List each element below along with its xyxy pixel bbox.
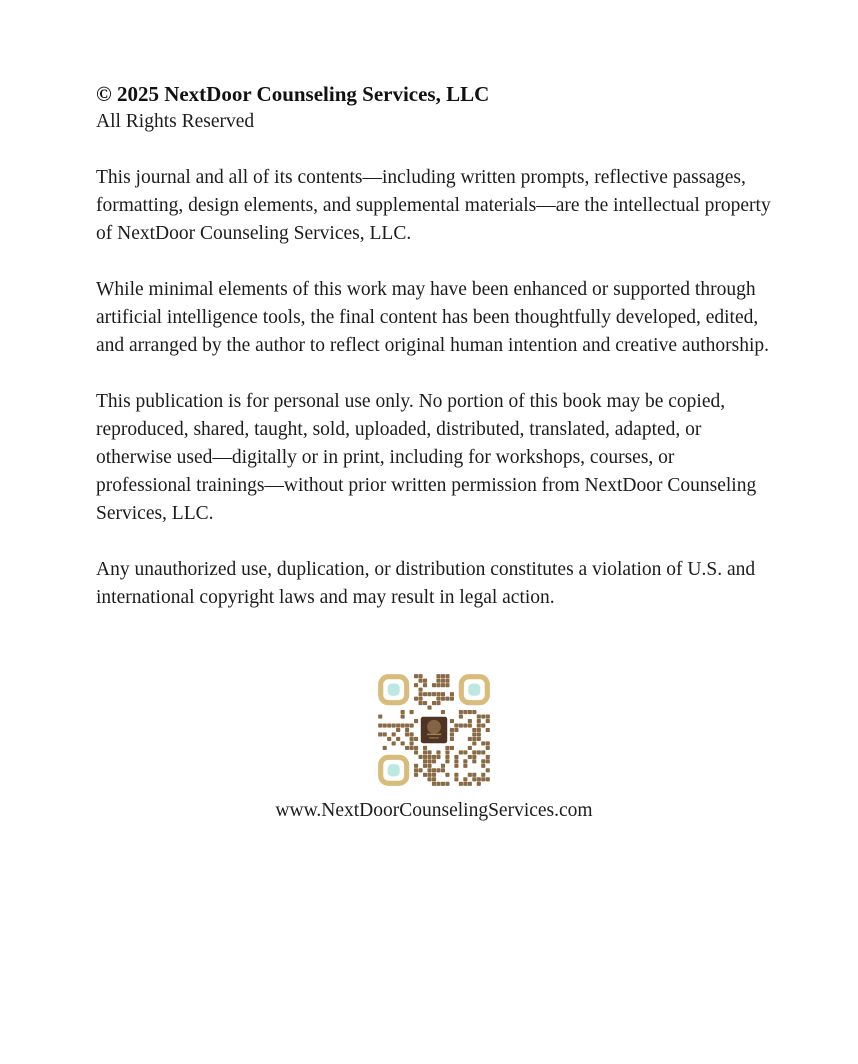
legal-warning-paragraph: Any unauthorized use, duplication, or distribution constitutes a violation of U.S. and international copyright laws and may result in legal action. xyxy=(96,559,756,608)
qr-section xyxy=(96,674,772,825)
ai-disclosure-paragraph: While minimal elements of this work may have been enhanced or supported through artificial intelligence tools, the final content has been thoughtfully developed, edited, and arranged by the author to reflect original human intention and creative authorship. xyxy=(96,279,770,356)
personal-use-paragraph: This publication is for personal use only. No portion of this book may be copied, reproduced, shared, taught, sold, uploaded, distributed, translated, adapted, or otherwise used—digitally or in print, including for workshops, courses, or professional trainings—without prior written permission from NextDoor Counseling Services, LLC. xyxy=(96,391,757,524)
qr-code xyxy=(378,674,490,786)
website-url: www.NextDoorCounselingServices.com xyxy=(275,800,593,821)
rights-reserved-line: All Rights Reserved xyxy=(96,111,255,132)
intellectual-property-paragraph: This journal and all of its contents—including written prompts, reflective passages, formatting, design elements, and supplemental materials—are the intellectual property of NextDoor Counseling Services, LLC. xyxy=(96,167,771,244)
copyright-title: © 2025 NextDoor Counseling Services, LLC xyxy=(96,82,490,106)
